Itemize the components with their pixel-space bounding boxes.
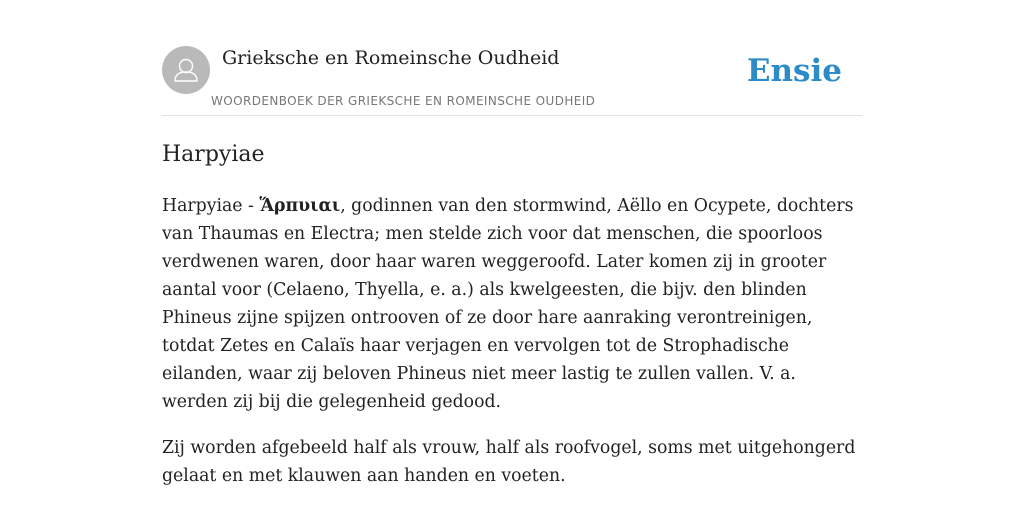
paragraph-1-text: , godinnen van den stormwind, Aëllo en Ocypete, dochters van Thaumas en Electra; men stelde zich voor dat menschen, die spoorloos verdwenen waren, door haar waren weggeroofd. Later komen zij in grooter aantal voor (Celaeno, Thyella, e. a.) als kwelgeesten, die bijv. den blinden Phineus zijne spijzen ontrooven of ze door hare aanraking verontreinigen, totdat Zetes en Calaïs haar verjagen en vervolgen tot de Strophadische eilanden, waar zij beloven Phineus niet meer lastig te zullen vallen. V. a. werden zij bij die gelegenheid gedood. (162, 196, 854, 412)
book-subtitle: WOORDENBOEK DER GRIEKSCHE EN ROMEINSCHE OUDHEID (211, 94, 596, 108)
ensie-logo[interactable]: Ensie (746, 53, 842, 89)
paragraph-2: Zij worden afgebeeld half als vrouw, half als roofvogel, soms met uitgehongerd gelaat en met klauwen aan handen en voeten. (162, 438, 856, 486)
avatar[interactable] (162, 46, 210, 94)
greek-term: Ἅρπυιαι (259, 196, 341, 216)
entry-content (162, 192, 862, 508)
user-icon (162, 46, 210, 94)
book-title[interactable]: Grieksche en Romeinsche Oudheid (222, 47, 560, 69)
page-header (162, 46, 862, 116)
entry-title: Harpyiae (162, 142, 265, 167)
entry-term: Harpyiae - (162, 196, 260, 216)
paragraph-1 (162, 192, 862, 416)
